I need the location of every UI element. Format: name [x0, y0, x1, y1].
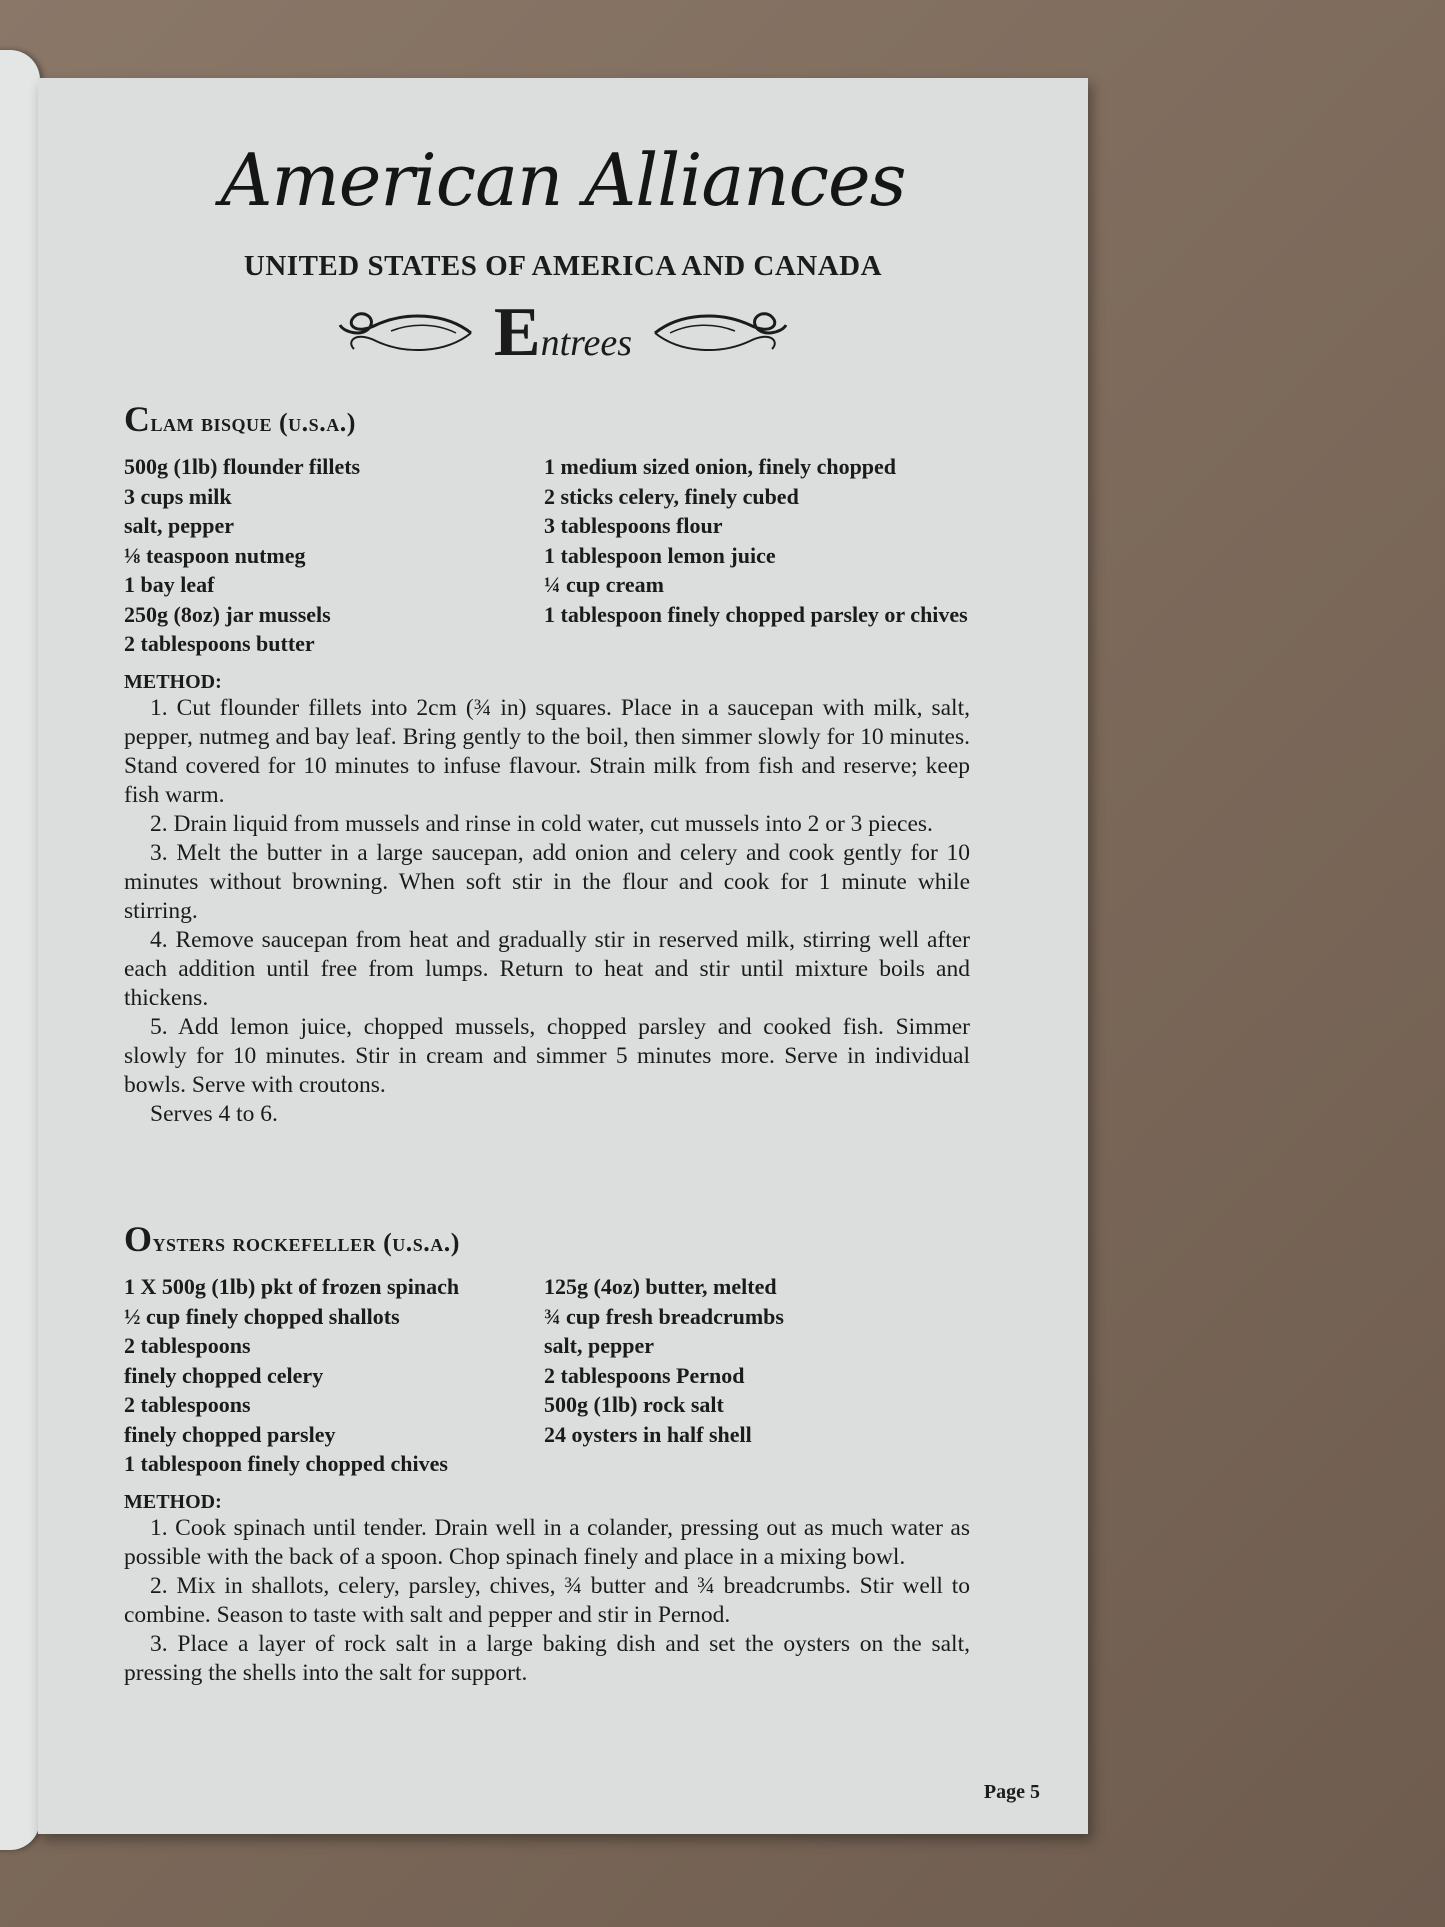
ingredient-item: finely chopped celery: [124, 1362, 324, 1388]
ingredient-item: 24 oysters in half shell: [544, 1421, 752, 1447]
recipe-title-initial: O: [124, 1219, 153, 1259]
ingredient-item: ½ cup finely chopped shallots: [124, 1303, 400, 1329]
method-step: 3. Place a layer of rock salt in a large baking dish and set the oysters on the salt, pressing the shells into the salt for support.: [124, 1630, 970, 1686]
method-label: METHOD:: [124, 1490, 222, 1513]
ingredient-item: 2 tablespoons: [124, 1392, 251, 1417]
right-flourish-icon: [650, 303, 790, 363]
recipe-title: [124, 1218, 970, 1260]
method-step: 1. Cook spinach until tender. Drain well in a colander, pressing out as much water as possible with the back of a spoon. Chop spinach finely and place in a mixing bowl.: [124, 1514, 970, 1570]
recipe-title-initial: C: [124, 399, 151, 439]
ingredient-item: ¾ cup fresh breadcrumbs: [544, 1303, 784, 1329]
recipe-title-rest: lam bisque (u.s.a.): [150, 408, 356, 437]
method-step: Serves 4 to 6.: [150, 1100, 278, 1127]
ingredient-item: finely chopped parsley: [124, 1421, 336, 1447]
ingredient-item: salt, pepper: [124, 513, 234, 538]
recipe-title-rest: ysters rockefeller (u.s.a.): [152, 1228, 460, 1257]
method-step: 5. Add lemon juice, chopped mussels, chopped parsley and cooked fish. Simmer slowly for 10 minutes. Stir in cream and simmer 5 minutes more. Serve in individual bowls. Serve with croutons.: [124, 1013, 970, 1098]
ingredients-left: [124, 452, 544, 659]
ingredient-item: 1 medium sized onion, finely chopped: [544, 454, 897, 479]
method-step: 2. Drain liquid from mussels and rinse in cold water, cut mussels into 2 or 3 pieces.: [150, 810, 933, 837]
method-step: 2. Mix in shallots, celery, parsley, chives, ¾ butter and ¾ breadcrumbs. Stir well to combine. Season to taste with salt and pepper and stir in Pernod.: [124, 1572, 970, 1628]
ingredient-item: 1 bay leaf: [124, 572, 215, 597]
ingredient-item: 1 tablespoon finely chopped chives: [124, 1451, 448, 1476]
ingredient-item: ¼ cup cream: [544, 572, 664, 597]
section-title: [493, 294, 633, 371]
section-initial: E: [493, 294, 541, 371]
method-step: 3. Melt the butter in a large saucepan, add onion and celery and cook gently for 10 minutes without browning. When soft stir in the flour and cook for 1 minute while stirring.: [124, 839, 970, 924]
ingredients-left: [124, 1272, 544, 1479]
recipe-title: [124, 398, 970, 440]
ingredient-item: 2 tablespoons Pernod: [544, 1362, 745, 1388]
ingredient-item: 1 tablespoon finely chopped parsley or chives: [544, 601, 968, 627]
ingredient-item: 500g (1lb) flounder fillets: [124, 454, 361, 479]
ingredients-right: [544, 1272, 970, 1479]
page-number: Page 5: [983, 1781, 1040, 1803]
method-step: 1. Cut flounder fillets into 2cm (¾ in) squares. Place in a saucepan with milk, salt, pepper, nutmeg and bay leaf. Bring gently to the boil, then simmer slowly for 10 minutes. Stand covered for 10 minutes to infuse flavour. Strain milk from fish and reserve; keep fish warm.: [124, 694, 970, 808]
left-flourish-icon: [336, 303, 476, 363]
page-title: American Alliances: [220, 138, 906, 222]
ingredient-item: 125g (4oz) butter, melted: [544, 1274, 777, 1299]
ingredient-item: 3 tablespoons flour: [544, 513, 723, 538]
section-header: [38, 294, 1088, 371]
previous-page-edge: [0, 50, 40, 1850]
method-label: METHOD:: [124, 670, 222, 693]
ingredients: [124, 1272, 970, 1479]
ingredient-item: 1 tablespoon lemon juice: [544, 542, 776, 568]
ingredient-item: 3 cups milk: [124, 483, 232, 509]
section-rest: ntrees: [540, 322, 633, 364]
page-subtitle: UNITED STATES OF AMERICA AND CANADA: [243, 250, 883, 282]
ingredient-item: 500g (1lb) rock salt: [544, 1392, 724, 1417]
method-steps: [124, 694, 970, 1129]
ingredient-item: ⅛ teaspoon nutmeg: [124, 542, 306, 568]
recipe-oysters-rockefeller: [124, 1218, 970, 1688]
ingredient-item: 1 X 500g (1lb) pkt of frozen spinach: [124, 1274, 460, 1299]
ingredient-item: salt, pepper: [544, 1333, 654, 1358]
ingredient-item: 2 tablespoons: [124, 1333, 251, 1358]
ingredients-right: [544, 452, 970, 659]
method-step: 4. Remove saucepan from heat and gradually stir in reserved milk, stirring well after each addition until free from lumps. Return to heat and stir until mixture boils and thickens.: [124, 926, 970, 1011]
booklet-page: [38, 78, 1088, 1834]
method-steps: [124, 1514, 970, 1688]
ingredient-item: 2 tablespoons butter: [124, 631, 315, 656]
ingredients: [124, 452, 970, 659]
ingredient-item: 2 sticks celery, finely cubed: [544, 483, 799, 509]
ingredient-item: 250g (8oz) jar mussels: [124, 601, 331, 627]
recipe-clam-bisque: [124, 398, 970, 1129]
